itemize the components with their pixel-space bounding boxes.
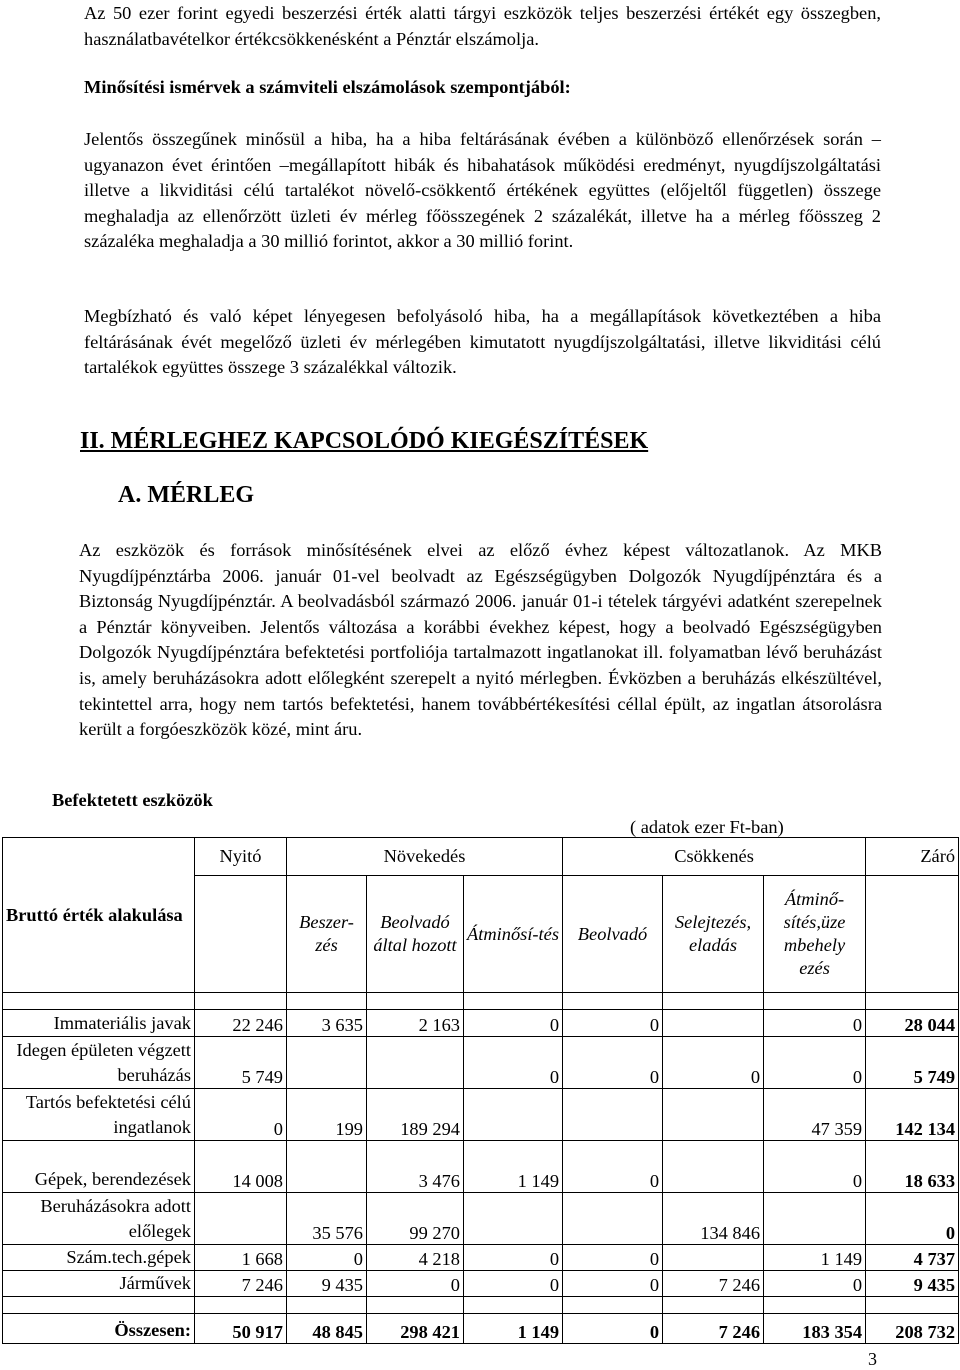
cell-zaro: 18 633 — [866, 1141, 959, 1193]
cell-nyito: 5 749 — [195, 1037, 287, 1089]
row-label: Immateriális javak — [3, 1010, 195, 1037]
cell-atminosites2: 0 — [764, 1141, 866, 1193]
row-label: Szám.tech.gépek — [3, 1245, 195, 1271]
header-atminosites-uzembe: Átminő-sítés,üze mbehely ezés — [764, 876, 866, 993]
cell-atminosites: 1 149 — [464, 1141, 563, 1193]
cell-atminosites2: 1 149 — [764, 1245, 866, 1271]
cell-beszerzes: 199 — [287, 1089, 367, 1141]
cell-beolvado — [563, 1193, 663, 1245]
cell-beszerzes: 0 — [287, 1245, 367, 1271]
table-title: Befektetett eszközök — [52, 790, 213, 810]
page-number: 3 — [868, 1349, 877, 1369]
cell-beolvado — [563, 1089, 663, 1141]
header-empty — [866, 876, 959, 993]
paragraph-significant-error: Jelentős összegűnek minősül a hiba, ha a hiba feltárásának évében a különböző ellenőrzések során – ugyanazon évet érintően –megállapított hibák és hibahatások működési eredményt, nyugdíjszolgáltatási illetve a likviditási célú tartalékot növelő-csökkentő értékének együttes (előjeltől független) összege meghaladja az ellenőrzött üzleti év mérleg főösszegének 2 százalékát, illetve ha a mérleg főösszeg 2 százaléka meghaladja a 30 millió forintot, akkor a 30 millió forint. — [84, 129, 881, 252]
table-header-row-1 — [3, 838, 959, 876]
total-atminosites: 1 149 — [464, 1314, 563, 1344]
row-label: Tartós befektetési célú ingatlanok — [3, 1089, 195, 1141]
cell-zaro: 5 749 — [866, 1037, 959, 1089]
header-beolvado: Beolvadó — [563, 876, 663, 993]
cell-atminosites — [464, 1089, 563, 1141]
cell-beolvado: 0 — [563, 1245, 663, 1271]
section-title: II. MÉRLEGHEZ KAPCSOLÓDÓ KIEGÉSZÍTÉSEK — [80, 428, 649, 454]
cell-beszerzes — [287, 1037, 367, 1089]
row-label: Gépek, berendezések — [3, 1141, 195, 1193]
total-beolvado: 0 — [563, 1314, 663, 1344]
total-zaro: 208 732 — [866, 1314, 959, 1344]
cell-atminosites2: 0 — [764, 1271, 866, 1297]
table-row — [3, 1089, 959, 1141]
table-row — [3, 1271, 959, 1297]
table-gap-row — [3, 993, 959, 1010]
header-beolvado-altal-hozott: Beolvadó által hozott — [367, 876, 464, 993]
table-row — [3, 1245, 959, 1271]
header-empty — [195, 876, 287, 993]
cell-zaro: 0 — [866, 1193, 959, 1245]
cell-selejtezes — [663, 1089, 764, 1141]
table-body — [3, 1010, 959, 1297]
cell-beolvado: 0 — [563, 1037, 663, 1089]
paragraph-material-error: Megbízható és való képet lényegesen befolyásoló hiba, ha a megállapítások következtében a hiba feltárásának évét megelőző üzleti év mérlegében kimutatott nyugdíjszolgáltatási, illetve likviditási célú tartalékok együttes összege 3 százalékkal változik. — [84, 306, 881, 378]
cell-beszerzes — [287, 1141, 367, 1193]
row-label: Járművek — [3, 1271, 195, 1297]
cell-selejtezes — [663, 1010, 764, 1037]
cell-atminosites2 — [764, 1193, 866, 1245]
table-total-row — [3, 1314, 959, 1344]
header-atminosites: Átminősí-tés — [464, 876, 563, 993]
cell-atminosites2: 0 — [764, 1010, 866, 1037]
total-nyito: 50 917 — [195, 1314, 287, 1344]
cell-beolvado-hozott: 99 270 — [367, 1193, 464, 1245]
cell-beszerzes: 35 576 — [287, 1193, 367, 1245]
header-selejtezes: Selejtezés, eladás — [663, 876, 764, 993]
row-label: Beruházásokra adott előlegek — [3, 1193, 195, 1245]
cell-zaro: 4 737 — [866, 1245, 959, 1271]
cell-selejtezes: 0 — [663, 1037, 764, 1089]
cell-nyito: 22 246 — [195, 1010, 287, 1037]
header-beszerzes: Beszer-zés — [287, 876, 367, 993]
header-csokkenes: Csökkenés — [563, 838, 866, 876]
table-row — [3, 1010, 959, 1037]
cell-atminosites2: 47 359 — [764, 1089, 866, 1141]
total-selejtezes: 7 246 — [663, 1314, 764, 1344]
cell-atminosites — [464, 1193, 563, 1245]
cell-beolvado: 0 — [563, 1271, 663, 1297]
header-nyito: Nyitó — [195, 838, 287, 876]
table-gap-row — [3, 1297, 959, 1314]
cell-nyito: 0 — [195, 1089, 287, 1141]
table-row — [3, 1193, 959, 1245]
table-units: ( adatok ezer Ft-ban) — [630, 817, 784, 837]
cell-selejtezes: 134 846 — [663, 1193, 764, 1245]
cell-atminosites: 0 — [464, 1271, 563, 1297]
cell-atminosites: 0 — [464, 1037, 563, 1089]
cell-beolvado-hozott: 0 — [367, 1271, 464, 1297]
cell-nyito — [195, 1193, 287, 1245]
header-novekedes: Növekedés — [287, 838, 563, 876]
total-beolvado-hozott: 298 421 — [367, 1314, 464, 1344]
cell-beolvado-hozott — [367, 1037, 464, 1089]
header-row-label: Bruttó érték alakulása — [3, 838, 195, 993]
total-beszerzes: 48 845 — [287, 1314, 367, 1344]
cell-beolvado: 0 — [563, 1010, 663, 1037]
cell-atminosites2: 0 — [764, 1037, 866, 1089]
cell-atminosites: 0 — [464, 1010, 563, 1037]
table-row — [3, 1141, 959, 1193]
total-label: Összesen: — [3, 1314, 195, 1344]
fixed-assets-table — [2, 837, 959, 1344]
paragraph-balance-principles: Az eszközök és források minősítésének elvei az előző évhez képest változatlanok. Az MKB Nyugdíjpénztárba 2006. január 01-vel beolvadt az Egészségügyben Dolgozók Nyugdíjpénztára és a Biztonság Nyugdíjpénztár. A beolvadásból származó 2006. január 01-i tételek tárgyévi adatként szerepelnek a Pénztár könyveiben. Jelentős változása a korábbi évekhez képest, hogy a beolvadó Egészségügyben Dolgozók Nyugdíjpénztára befektetési portfoliója tartalmazott ingatlanokat ill. folyamatban lévő beruházást is, amely beruházásokra adott előlegként szerepelt a nyitó mérlegben. Évközben a beruházás elkészültével, tekintettel arra, hogy nem tartós befektetési, hanem továbbértékesítési céllal épült, az ingatlan átsorolásra került a forgóeszközök közé, mint áru. — [79, 540, 882, 740]
cell-zaro: 142 134 — [866, 1089, 959, 1141]
cell-beolvado-hozott: 3 476 — [367, 1141, 464, 1193]
cell-beszerzes: 9 435 — [287, 1271, 367, 1297]
total-atminosites2: 183 354 — [764, 1314, 866, 1344]
cell-nyito: 1 668 — [195, 1245, 287, 1271]
cell-zaro: 9 435 — [866, 1271, 959, 1297]
cell-beolvado-hozott: 4 218 — [367, 1245, 464, 1271]
paragraph-low-value-assets: Az 50 ezer forint egyedi beszerzési érték alatti tárgyi eszközök teljes beszerzési értékét egy összegben, használatbavételkor értékcsökkenésként a Pénztár elszámolja. — [84, 3, 881, 49]
cell-zaro: 28 044 — [866, 1010, 959, 1037]
cell-atminosites: 0 — [464, 1245, 563, 1271]
header-zaro: Záró — [866, 838, 959, 876]
cell-beszerzes: 3 635 — [287, 1010, 367, 1037]
cell-selejtezes — [663, 1245, 764, 1271]
qualification-heading: Minősítési ismérvek a számviteli elszámolások szempontjából: — [84, 77, 571, 97]
cell-selejtezes — [663, 1141, 764, 1193]
cell-beolvado: 0 — [563, 1141, 663, 1193]
table-row — [3, 1037, 959, 1089]
subsection-title: A. MÉRLEG — [118, 482, 255, 508]
cell-beolvado-hozott: 2 163 — [367, 1010, 464, 1037]
row-label: Idegen épületen végzett beruházás — [3, 1037, 195, 1089]
cell-selejtezes: 7 246 — [663, 1271, 764, 1297]
cell-nyito: 7 246 — [195, 1271, 287, 1297]
cell-nyito: 14 008 — [195, 1141, 287, 1193]
cell-beolvado-hozott: 189 294 — [367, 1089, 464, 1141]
